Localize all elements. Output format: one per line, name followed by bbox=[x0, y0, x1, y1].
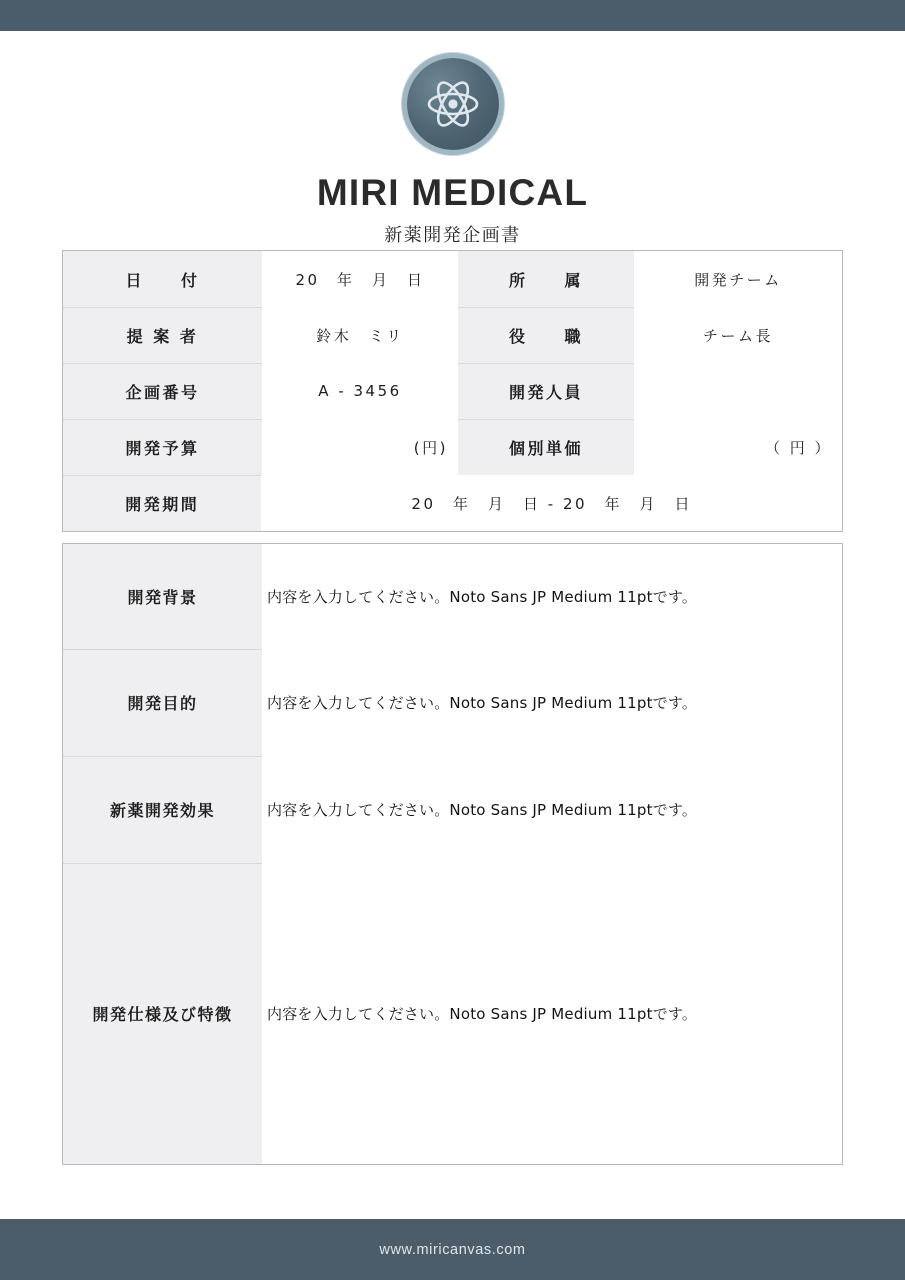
field-value-headcount[interactable] bbox=[634, 363, 842, 419]
document-header bbox=[0, 58, 905, 247]
table-row bbox=[63, 251, 842, 307]
field-value-date[interactable]: 20 年 月 日 bbox=[295, 270, 425, 289]
field-label-proposer: 提 案 者 bbox=[63, 307, 262, 363]
table-row bbox=[63, 863, 842, 1164]
table-row bbox=[63, 475, 842, 531]
table-row bbox=[63, 649, 842, 756]
information-table bbox=[62, 250, 843, 532]
field-value-unit-price[interactable]: （ 円 ） bbox=[764, 438, 832, 457]
table-row bbox=[63, 756, 842, 863]
top-accent-bar bbox=[0, 0, 905, 31]
field-value-department[interactable]: 開発チーム bbox=[694, 270, 782, 289]
field-label-period: 開発期間 bbox=[63, 475, 261, 531]
field-label-date: 日 付 bbox=[63, 251, 262, 307]
field-value-project-number[interactable]: A - 3456 bbox=[318, 382, 402, 400]
table-row bbox=[63, 363, 842, 419]
footer-bar bbox=[0, 1219, 905, 1280]
table-row bbox=[63, 544, 842, 649]
page-subtitle: 新薬開発企画書 bbox=[384, 225, 521, 246]
section-label-effect: 新薬開発効果 bbox=[63, 756, 262, 863]
table-row bbox=[63, 419, 842, 475]
field-value-period[interactable]: 20 年 月 日 - 20 年 月 日 bbox=[411, 494, 693, 513]
field-label-department: 所 属 bbox=[458, 251, 634, 307]
field-label-budget: 開発予算 bbox=[63, 419, 262, 475]
field-label-project-number: 企画番号 bbox=[63, 363, 262, 419]
table-row bbox=[63, 307, 842, 363]
field-value-proposer[interactable]: 鈴木 ミリ bbox=[316, 326, 404, 345]
field-value-budget[interactable]: (円) bbox=[413, 438, 448, 457]
section-value-effect[interactable]: 内容を入力してください。Noto Sans JP Medium 11ptです。 bbox=[267, 801, 698, 819]
section-value-specification[interactable]: 内容を入力してください。Noto Sans JP Medium 11ptです。 bbox=[267, 1005, 698, 1023]
atom-icon bbox=[407, 58, 499, 150]
detail-table bbox=[62, 543, 843, 1165]
field-label-headcount: 開発人員 bbox=[458, 363, 634, 419]
field-value-position[interactable]: チーム長 bbox=[702, 326, 773, 345]
field-label-unit-price: 個別単価 bbox=[458, 419, 634, 475]
section-label-purpose: 開発目的 bbox=[63, 649, 262, 756]
section-label-specification: 開発仕様及び特徴 bbox=[63, 863, 262, 1164]
page-title: MIRI MEDICAL bbox=[316, 172, 589, 213]
footer-url[interactable]: www.miricanvas.com bbox=[379, 1241, 526, 1258]
section-label-background: 開発背景 bbox=[63, 544, 262, 649]
section-value-background[interactable]: 内容を入力してください。Noto Sans JP Medium 11ptです。 bbox=[267, 588, 698, 606]
field-label-position: 役 職 bbox=[458, 307, 634, 363]
section-value-purpose[interactable]: 内容を入力してください。Noto Sans JP Medium 11ptです。 bbox=[267, 694, 698, 712]
